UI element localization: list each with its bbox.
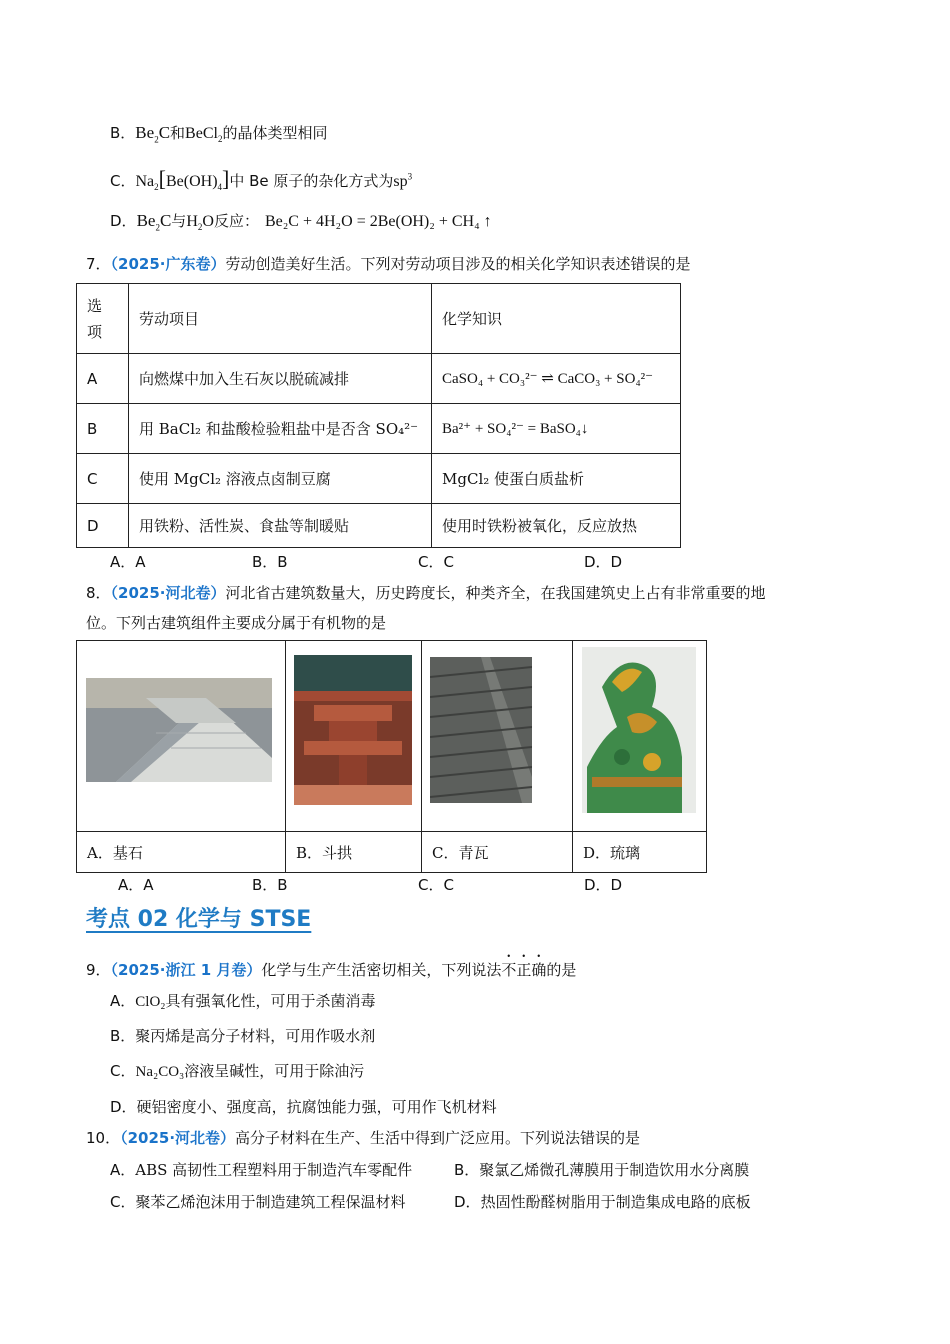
emphasis-not-correct: 不正确 xyxy=(501,961,547,979)
row-knowledge: CaSO₄ + CO₃²⁻ ⇌ CaCO₃ + SO₄²⁻ xyxy=(432,354,681,404)
row-option: B xyxy=(77,404,129,454)
equation-hydrolysis: Be₂C + 4H₂O = 2Be(OH)₂ + CH₄ ↑ xyxy=(264,213,492,230)
row-project: 向燃煤中加入生石灰以脱硫减排 xyxy=(129,354,432,404)
row-project: 使用 MgCl₂ 溶液点卤制豆腐 xyxy=(129,454,432,504)
formula-sp3: $sp^3$ xyxy=(393,171,413,190)
q10-option: A．ABS 高韧性工程塑料用于制造汽车零配件 xyxy=(110,1161,413,1179)
q9-option: B．聚丙烯是高分子材料，可用作吸水剂 xyxy=(110,1027,376,1045)
row-project: 用 BaCl₂ 和盐酸检验粗盐中是否含 SO₄²⁻ xyxy=(129,404,432,454)
row-knowledge: 使用时铁粉被氧化，反应放热 xyxy=(432,504,681,548)
q10-stem: 10．（2025·河北卷）高分子材料在生产、生活中得到广泛应用。下列说法错误的是 xyxy=(86,1129,641,1147)
formula-becl2: BeCl$_2$ xyxy=(185,125,223,145)
row-option: A xyxy=(77,354,129,404)
grey-tiles-image xyxy=(430,657,532,803)
q9-option: D．硬铝密度小、强度高，抗腐蚀能力强，可用作飞机材料 xyxy=(110,1098,497,1116)
row-option: C xyxy=(77,454,129,504)
answer-option[interactable]: A．A xyxy=(110,553,146,571)
answer-option[interactable]: B．B xyxy=(252,876,288,894)
image-cell-glazed-tile xyxy=(573,641,707,832)
glazed-dragon-image xyxy=(582,647,696,813)
q10-source: （2025·河北卷） xyxy=(120,1129,236,1147)
answer-option[interactable]: B．B xyxy=(252,553,288,571)
formula-be2c: $Be_2C$ xyxy=(136,211,172,233)
foundation-stone-image xyxy=(86,678,272,782)
formula-na2beoh4: $Na_2[Be(OH)_4]$ xyxy=(135,166,230,193)
table-row xyxy=(77,354,681,404)
caption-c: C．青瓦 xyxy=(422,832,573,873)
row-knowledge: Ba²⁺ + SO₄²⁻ = BaSO₄↓ xyxy=(432,404,681,454)
q7-source: （2025·广东卷） xyxy=(110,255,226,273)
q8-stem-line2: 位。下列古建筑组件主要成分属于有机物的是 xyxy=(86,614,387,632)
q10-option: C．聚苯乙烯泡沫用于制造建筑工程保温材料 xyxy=(110,1193,406,1211)
row-project: 用铁粉、活性炭、食盐等制暖贴 xyxy=(129,504,432,548)
row-option: D xyxy=(77,504,129,548)
q9-option: C．Na₂CO₃溶液呈碱性，可用于除油污 xyxy=(110,1062,365,1080)
row-knowledge: MgCl₂ 使蛋白质盐析 xyxy=(432,454,681,504)
image-cell-dougong xyxy=(286,641,422,832)
caption-a: A．基石 xyxy=(77,832,286,873)
table-header-row xyxy=(77,284,681,354)
q10-option: B．聚氯乙烯微孔薄膜用于制造饮用水分离膜 xyxy=(454,1161,750,1179)
q8-stem-line1: 8．（2025·河北卷）河北省古建筑数量大，历史跨度长，种类齐全，在我国建筑史上占有非常重要的地 xyxy=(86,584,766,602)
table-row xyxy=(77,404,681,454)
image-cell-foundation-stone xyxy=(77,641,286,832)
q7-stem: 7．（2025·广东卷）劳动创造美好生活。下列对劳动项目涉及的相关化学知识表述错误的是 xyxy=(86,255,691,273)
answer-option[interactable]: C．C xyxy=(418,876,454,894)
q8-image-table xyxy=(76,640,707,873)
image-cell-tiles xyxy=(422,641,573,832)
answer-option[interactable]: D．D xyxy=(584,553,623,571)
formula-h2o: $H_2O$ xyxy=(186,213,214,233)
dougong-bracket-image xyxy=(294,655,412,805)
section-heading: 考点 02 化学与 STSE xyxy=(86,907,312,932)
header-project: 劳动项目 xyxy=(129,284,432,354)
answer-option[interactable]: D．D xyxy=(584,876,623,894)
q9-stem: 9．（2025·浙江 1 月卷）化学与生产生活密切相关，下列说法不正确的是 xyxy=(86,961,577,979)
q9-source: （2025·浙江 1 月卷） xyxy=(110,961,262,979)
answer-option[interactable]: C．C xyxy=(418,553,454,571)
q7-table xyxy=(76,283,681,548)
q6-option-b: B．$Be_2C$和BeCl$_2$的晶体类型相同 xyxy=(110,123,328,145)
q10-option: D．热固性酚醛树脂用于制造集成电路的底板 xyxy=(454,1193,751,1211)
q8-source: （2025·河北卷） xyxy=(110,584,226,602)
caption-d: D．琉璃 xyxy=(573,832,707,873)
q9-option: A．ClO₂具有强氧化性，可用于杀菌消毒 xyxy=(110,992,376,1010)
header-knowledge: 化学知识 xyxy=(432,284,681,354)
q6-option-d: D．$Be_2C$与$H_2O$反应： Be₂C + 4H₂O = 2Be(OH)₂ + CH₄ ↑ xyxy=(110,211,492,233)
table-row xyxy=(77,504,681,548)
header-option: 选 项 xyxy=(77,284,129,354)
table-row xyxy=(77,454,681,504)
q6-option-c: C．$Na_2[Be(OH)_4]$中 Be 原子的杂化方式为$sp^3$ xyxy=(110,166,413,193)
caption-b: B．斗拱 xyxy=(286,832,422,873)
answer-option[interactable]: A．A xyxy=(118,876,154,894)
formula-be2c: $Be_2C$ xyxy=(135,123,171,145)
